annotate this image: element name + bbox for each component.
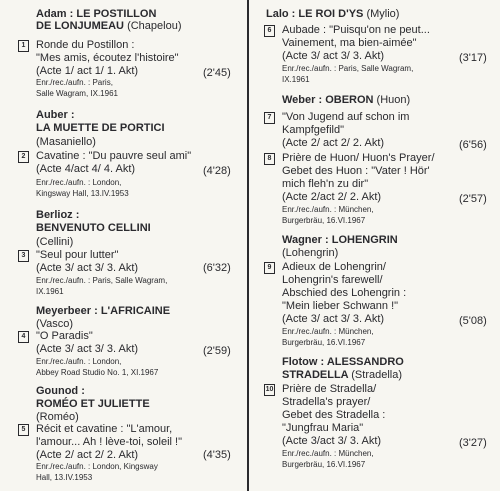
track-title: "Seul pour lutter" <box>36 249 119 261</box>
recording-info: Enr./rec./aufn. : München, <box>282 327 374 336</box>
opera-title: ROMÉO ET JULIETTE <box>36 398 150 410</box>
recording-info: Enr./rec./aufn. : London, Kingsway <box>36 462 158 471</box>
track-number: 1 <box>18 40 29 52</box>
track-title: Stradella's prayer/ <box>282 396 371 408</box>
recording-info: Enr./rec./aufn. : London, <box>36 178 122 187</box>
role-name: (Roméo) <box>36 411 79 423</box>
recording-info: Hall, 13.IV.1953 <box>36 473 93 482</box>
track-duration: (2'45) <box>203 67 231 79</box>
opera-title: LA MUETTE DE PORTICI <box>36 122 165 134</box>
role-name: (Lohengrin) <box>282 247 339 259</box>
opera-title: STRADELLA (Stradella) <box>282 369 403 381</box>
track-title: "Mein lieber Schwann !" <box>282 300 399 312</box>
track-duration: (6'32) <box>203 262 231 274</box>
track-title: "O Paradis" <box>36 330 93 342</box>
track-number: 5 <box>18 424 29 436</box>
recording-info: Enr./rec./aufn. : München, <box>282 449 374 458</box>
track-duration: (3'27) <box>459 437 487 449</box>
composer-name: Wagner : LOHENGRIN <box>282 234 398 246</box>
composer-name: Flotow : ALESSANDRO <box>282 356 404 368</box>
track-number: 6 <box>264 25 275 37</box>
column-divider <box>247 0 249 491</box>
track-title: Adieux de Lohengrin/ <box>282 261 386 273</box>
track-title: Vainement, ma bien-aimée" <box>282 37 417 49</box>
track-title: Lohengrin's farewell/ <box>282 274 383 286</box>
composer-name: Berlioz : <box>36 209 80 221</box>
track-duration: (4'35) <box>203 449 231 461</box>
recording-info: Burgerbräu, 16.VI.1967 <box>282 460 366 469</box>
composer-name: Lalo : LE ROI D'YS (Mylio) <box>266 8 400 20</box>
composer-name: Gounod : <box>36 385 85 397</box>
role-name: (Vasco) <box>36 318 74 330</box>
track-title: Prière de Stradella/ <box>282 383 377 395</box>
track-act: (Acte 3/ act 3/ 3. Akt) <box>36 262 139 274</box>
track-title: Ronde du Postillon : <box>36 39 135 51</box>
track-act: (Acte 3/ act 3/ 3. Akt) <box>36 343 139 355</box>
track-title: Gebet des Huon : "Vater ! Hör' <box>282 165 430 177</box>
track-title: mich fleh'n zu dir" <box>282 178 369 190</box>
recording-info: Kingsway Hall, 13.IV.1953 <box>36 189 129 198</box>
track-number: 8 <box>264 153 275 165</box>
recording-info: Salle Wagram, IX.1961 <box>36 89 118 98</box>
recording-info: Enr./rec./aufn. : Paris, Salle Wagram, <box>36 276 168 285</box>
track-duration: (2'59) <box>203 345 231 357</box>
role-name: (Masaniello) <box>36 136 96 148</box>
track-act: (Acte 4/act 4/ 4. Akt) <box>36 163 136 175</box>
track-number: 3 <box>18 250 29 262</box>
track-title: Abschied des Lohengrin : <box>282 287 407 299</box>
track-act: (Acte 3/ act 3/ 3. Akt) <box>282 313 385 325</box>
track-number: 7 <box>264 112 275 124</box>
track-title: Récit et cavatine : "L'amour, <box>36 423 173 435</box>
recording-info: Enr./rec./aufn. : London, <box>36 357 122 366</box>
recording-info: Burgerbräu, 16.VI.1967 <box>282 338 366 347</box>
recording-info: IX.1961 <box>282 75 310 84</box>
track-title: "Jungfrau Maria" <box>282 422 364 434</box>
recording-info: Enr./rec./aufn. : Paris, Salle Wagram, <box>282 64 414 73</box>
track-title: l'amour... Ah ! lève-toi, soleil !" <box>36 436 183 448</box>
recording-info: IX.1961 <box>36 287 64 296</box>
track-title: Gebet des Stradella : <box>282 409 386 421</box>
track-act: (Acte 1/ act 1/ 1. Akt) <box>36 65 139 77</box>
track-duration: (5'08) <box>459 315 487 327</box>
track-duration: (3'17) <box>459 52 487 64</box>
track-act: (Acte 2/ act 2/ 2. Akt) <box>282 137 385 149</box>
recording-info: Burgerbräu, 16.VI.1967 <box>282 216 366 225</box>
track-title: Prière de Huon/ Huon's Prayer/ <box>282 152 435 164</box>
composer-name: Weber : OBERON (Huon) <box>282 94 411 106</box>
composer-name: Meyerbeer : L'AFRICAINE <box>36 305 171 317</box>
opera-title: BENVENUTO CELLINI <box>36 222 151 234</box>
recording-info: Abbey Road Studio No. 1, XI.1967 <box>36 368 159 377</box>
track-number: 2 <box>18 151 29 163</box>
track-duration: (2'57) <box>459 193 487 205</box>
track-title: "Mes amis, écoutez l'histoire" <box>36 52 179 64</box>
track-duration: (4'28) <box>203 165 231 177</box>
recording-info: Enr./rec./aufn. : Paris, <box>36 78 113 87</box>
track-duration: (6'56) <box>459 139 487 151</box>
track-number: 4 <box>18 331 29 343</box>
track-act: (Acte 2/ act 2/ 2. Akt) <box>36 449 139 461</box>
composer-name: Adam : LE POSTILLON <box>36 8 157 20</box>
track-number: 10 <box>264 384 275 396</box>
track-title: "Von Jugend auf schon im <box>282 111 410 123</box>
track-act: (Acte 3/act 3/ 3. Akt) <box>282 435 382 447</box>
track-number: 9 <box>264 262 275 274</box>
track-title: Kampfgefild" <box>282 124 344 136</box>
track-act: (Acte 3/ act 3/ 3. Akt) <box>282 50 385 62</box>
track-act: (Acte 2/act 2/ 2. Akt) <box>282 191 382 203</box>
opera-title: DE LONJUMEAU (Chapelou) <box>36 20 182 32</box>
role-name: (Cellini) <box>36 236 74 248</box>
track-title: Cavatine : "Du pauvre seul ami" <box>36 150 192 162</box>
track-title: Aubade : "Puisqu'on ne peut... <box>282 24 430 36</box>
composer-name: Auber : <box>36 109 75 121</box>
recording-info: Enr./rec./aufn. : München, <box>282 205 374 214</box>
